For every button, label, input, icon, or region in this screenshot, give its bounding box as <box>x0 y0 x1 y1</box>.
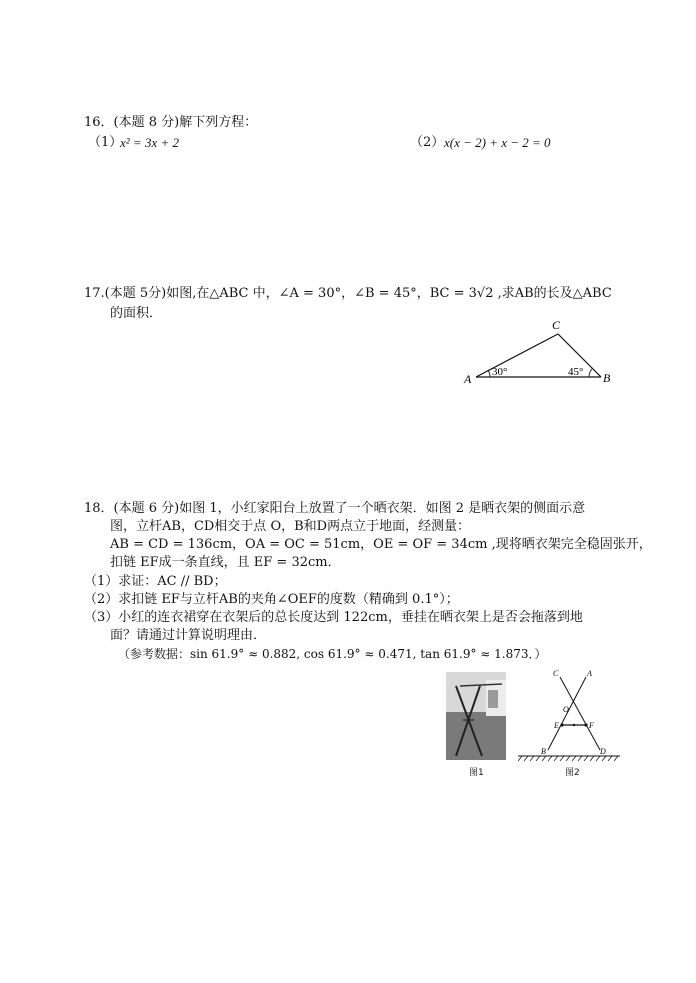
q18-reference-data: （参考数据：sin 61.9° ≈ 0.882, cos 61.9° ≈ 0.471, tan 61.9° ≈ 1.873．） <box>118 647 547 661</box>
q18-sub1: （1）求证：AC // BD； <box>84 574 227 589</box>
q16-header: 16．(本题 8 分)解下列方程： <box>84 115 258 130</box>
vertex-label-a: A <box>464 372 472 386</box>
q18-line2: 图，立杆AB，CD相交于点 O，B和D两点立于地面，经测量： <box>110 519 471 534</box>
q18-line4: 扣链 EF成一条直线，且 EF = 32cm． <box>110 555 341 570</box>
q16-part2-label: （2） <box>410 135 445 150</box>
triangle-abc-figure <box>458 314 618 390</box>
q17-line1: 17.(本题 5分)如图,在△ABC 中，∠A = 30°，∠B = 45°，BC = 3√2 ,求AB的长及△ABC <box>84 286 612 301</box>
q18-sub2: （2）求扣链 EF与立杆AB的夹角∠OEF的度数（精确到 0.1°）； <box>84 592 459 607</box>
q16-part1-equation: x² = 3x + 2 <box>120 135 179 150</box>
schematic-label-o: O <box>563 705 569 714</box>
q18-line1: 18．(本题 6 分)如图 1，小红家阳台上放置了一个晒衣架．如图 2 是晒衣架的侧面示意 <box>84 501 586 516</box>
figure2-caption: 图2 <box>565 768 580 778</box>
q18-sub3-line2: 面？请通过计算说明理由． <box>110 628 267 643</box>
schematic-label-e: E <box>554 721 559 730</box>
q16-part1-label: （1） <box>88 135 123 150</box>
q18-sub3-line1: （3）小红的连衣裙穿在衣架后的总长度达到 122cm，垂挂在晒衣架上是否会拖落到地 <box>84 610 583 625</box>
angle-label-b: 45° <box>568 366 584 378</box>
angle-label-a: 30° <box>492 366 508 378</box>
figure1-caption: 图1 <box>469 768 484 778</box>
drying-rack-schematic <box>516 664 622 768</box>
schematic-label-c: C <box>553 669 559 678</box>
drying-rack-photo <box>446 672 506 760</box>
q18-line3: AB = CD = 136cm，OA = OC = 51cm，OE = OF = 34cm ,现将晒衣架完全稳固张开， <box>110 537 652 552</box>
vertex-label-c: C <box>552 318 561 332</box>
schematic-label-d: D <box>600 747 606 756</box>
schematic-label-b: B <box>541 747 546 756</box>
schematic-label-a: A <box>587 669 592 678</box>
q17-line2: 的面积． <box>110 306 163 321</box>
vertex-label-b: B <box>603 371 611 385</box>
q16-part2-equation: x(x − 2) + x − 2 = 0 <box>444 135 551 150</box>
schematic-label-f: F <box>589 721 594 730</box>
